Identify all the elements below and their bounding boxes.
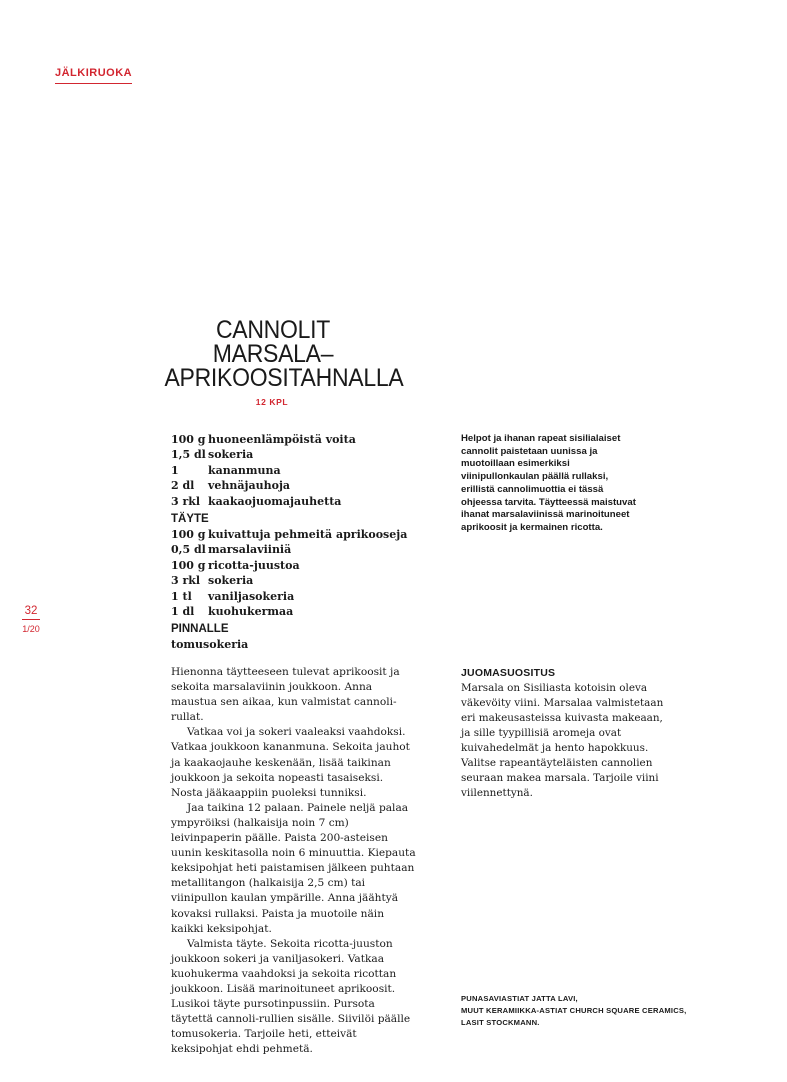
ingredient-amount: 3 rkl (171, 574, 201, 588)
ingredient-name: kuivattuja pehmeitä aprikooseja (208, 528, 408, 542)
method-paragraph: Valmista täyte. Sekoita ricotta-juuston joukkoon sokeri ja vaniljasokeri. Vatkaa kuohukerma vaahdoksi ja sekoita ricottan joukkoon. Lisää marinoituneet aprikoosit. Lusikoi täyte pursotinpussiin. Pursota täytettä cannoli-rullien sisälle. Siivilöi päälle tomusokeria. Tarjoile heti, etteivät keksipohjat ehdi pehmetä. (171, 937, 411, 1056)
ingredient-row (171, 527, 431, 542)
ingredient-row (171, 542, 431, 557)
topping-ingredient: tomusokeria (171, 638, 249, 652)
ingredient-row (171, 589, 431, 604)
ingredient-amount: 1 dl (171, 605, 195, 619)
method-paragraph: Jaa taikina 12 palaan. Painele neljä palaa ympyröiksi (halkaisija noin 7 cm) leivinpaperin päälle. Paista 200-asteisen uunin keskitasolla noin 6 minuuttia. Kiepauta keksipohjat heti paistamisen jälkeen puhtaan metallitangon (halkaisija 2,5 cm) tai viinipullon kaulan ympärille. Anna jäähtyä kovaksi rullaksi. Paista ja muotoile näin kaikki keksipohjat. (171, 801, 416, 935)
ingredient-amount: 100 g (171, 528, 206, 542)
ingredient-amount: 1 tl (171, 589, 192, 603)
ingredient-name: kuohukermaa (208, 605, 294, 619)
ingredient-amount: 3 rkl (171, 494, 201, 508)
ingredient-amount: 1,5 dl (171, 448, 206, 462)
page-number-value: 32 (22, 605, 40, 620)
drink-heading: JUOMASUOSITUS (461, 667, 556, 679)
topping-heading: PINNALLE (171, 623, 229, 636)
filling-heading: TÄYTE (171, 513, 209, 526)
recipe-title (164, 316, 404, 392)
ingredient-name: kananmuna (208, 463, 281, 477)
page-number (18, 605, 44, 634)
ingredient-name: ricotta-juustoa (208, 558, 300, 572)
ingredient-name: vehnäjauhoja (208, 479, 291, 493)
ingredient-name: sokeria (208, 574, 254, 588)
ingredient-row (171, 432, 431, 447)
ingredient-row (171, 558, 431, 573)
ingredient-row (171, 463, 431, 478)
ingredient-row (171, 573, 431, 588)
recipe-title-line: MARSALA– (212, 340, 334, 368)
ingredient-amount: 100 g (171, 558, 206, 572)
ingredient-row (171, 494, 431, 509)
ingredient-list (171, 432, 431, 653)
section-tag: JÄLKIRUOKA (55, 67, 132, 84)
credit-line: LASIT STOCKMANN. (461, 1018, 540, 1027)
ingredient-name: marsalaviiniä (208, 543, 292, 557)
credit-line: PUNASAVIASTIAT JATTA LAVI, (461, 994, 578, 1003)
ingredient-name: vaniljasokeria (208, 589, 295, 603)
ingredient-amount: 1 (171, 463, 179, 477)
ingredient-name: sokeria (208, 448, 254, 462)
ingredient-row (171, 447, 431, 462)
ingredient-amount: 2 dl (171, 479, 195, 493)
recipe-title-line: CANNOLIT (215, 316, 331, 344)
method-paragraph: Vatkaa voi ja sokeri vaaleaksi vaahdoksi. Vatkaa joukkoon kananmuna. Sekoita jauhot ja kaakaojauhe keskenään, lisää taikinan joukkoon ja sekoita nopeasti tasaiseksi. Nosta jääkaappiin puoleksi tunniksi. (171, 726, 410, 799)
ingredient-row (171, 478, 431, 493)
recipe-intro: Helpot ja ihanan rapeat sisilialaiset cannolit paistetaan uunissa ja muotoillaan esimerkiksi viinipullonkaulan päällä rullaksi, erillistä cannolimuottia ei tässä ohjeessa tarvita. Täytteessä maistuvat ihanat marsalaviinissä marinoituneet aprikoosit ja kermainen ricotta. (461, 433, 636, 533)
ingredient-name: huoneenlämpöistä voita (208, 433, 356, 446)
recipe-yield: 12 KPL (255, 397, 289, 407)
drink-text: Marsala on Sisiliasta kotoisin oleva väkevöity viini. Marsalaa valmistetaan eri makeusasteissa kuivasta makeaan, ja sille tyypillisiä aromeja ovat kuivahedelmät ja hento hapokkuus. Valitse rapeantäyteläisten cannolien seuraan makea marsala. Tarjoile viini viilennettynä. (461, 682, 664, 799)
photo-credits (461, 993, 741, 1029)
credit-line: MUUT KERAMIIKKA-ASTIAT CHURCH SQUARE CERAMICS, (461, 1006, 687, 1015)
recipe-method (171, 665, 416, 1057)
ingredient-amount: 100 g (171, 433, 206, 446)
method-paragraph: Hienonna täytteeseen tulevat aprikoosit ja sekoita marsalaviinin joukkoon. Anna maustua sen aikaa, kun valmistat cannoli-rullat. (171, 666, 400, 724)
page-count: 1/20 (22, 624, 40, 634)
recipe-title-line: APRIKOOSITAHNALLA (164, 364, 404, 392)
drink-recommendation (461, 667, 666, 801)
ingredient-name: kaakaojuomajauhetta (208, 494, 342, 508)
ingredient-amount: 0,5 dl (171, 543, 206, 557)
ingredient-row (171, 604, 431, 619)
